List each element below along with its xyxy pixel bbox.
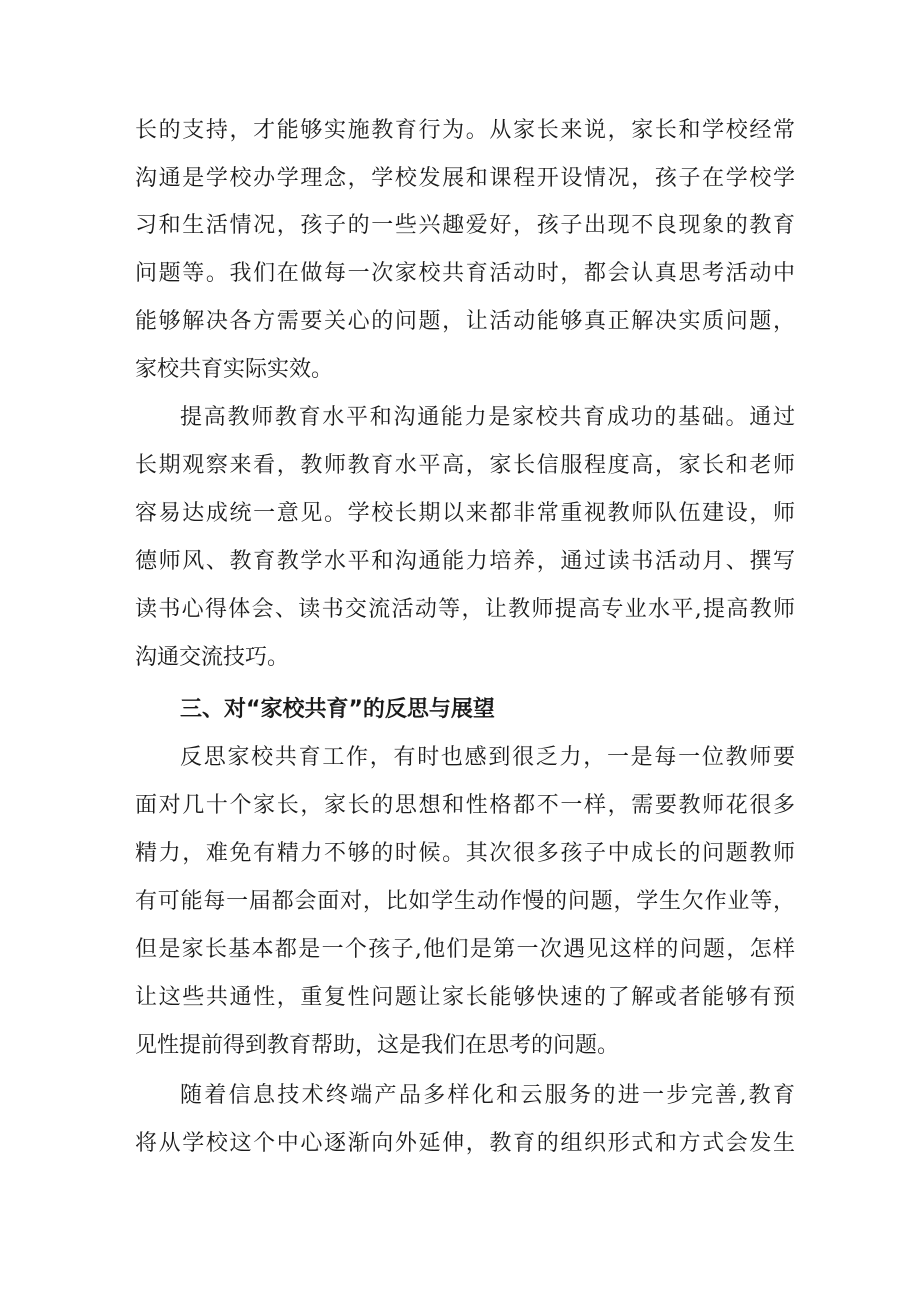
paragraph-1-line-3: 习和生活情况，孩子的一些兴趣爱好，孩子出现不良现象的教育 — [135, 213, 795, 238]
paragraph-3-line-4: 有可能每一届都会面对，比如学生动作慢的问题，学生欠作业等， — [135, 889, 795, 914]
paragraph-3-line-5: 但是家长基本都是一个孩子,他们是第一次遇见这样的问题，怎样 — [135, 937, 795, 962]
paragraph-1-line-4: 问题等。我们在做每一次家校共育活动时，都会认真思考活动中 — [135, 261, 795, 286]
paragraph-3-line-2: 面对几十个家长，家长的思想和性格都不一样，需要教师花很多 — [135, 793, 795, 818]
paragraph-3-line-3: 精力，难免有精力不够的时候。其次很多孩子中成长的问题教师 — [135, 841, 795, 866]
paragraph-2-line-6: 沟通交流技巧。 — [135, 645, 290, 670]
paragraph-3-line-1: 反思家校共育工作，有时也感到很乏力，一是每一位教师要 — [180, 745, 795, 770]
section-heading: 三、对“家校共育”的反思与展望 — [180, 697, 495, 722]
paragraph-1-line-2: 沟通是学校办学理念，学校发展和课程开设情况，孩子在学校学 — [135, 166, 795, 191]
paragraph-3-line-7: 见性提前得到教育帮助，这是我们在思考的问题。 — [135, 1033, 620, 1058]
paragraph-4-line-1: 随着信息技术终端产品多样化和云服务的进一步完善,教育 — [180, 1083, 795, 1108]
paragraph-4-line-2: 将从学校这个中心逐渐向外延伸，教育的组织形式和方式会发生 — [135, 1131, 795, 1156]
paragraph-3-line-6: 让这些共通性，重复性问题让家长能够快速的了解或者能够有预 — [135, 985, 795, 1010]
paragraph-2-line-2: 长期观察来看，教师教育水平高，家长信服程度高，家长和老师 — [135, 453, 795, 478]
paragraph-2-line-5: 读书心得体会、读书交流活动等，让教师提高专业水平,提高教师 — [135, 597, 795, 622]
paragraph-2-line-4: 德师风、教育教学水平和沟通能力培养，通过读书活动月、撰写 — [135, 549, 795, 574]
paragraph-1-line-5: 能够解决各方需要关心的问题，让活动能够真正解决实质问题， — [135, 309, 795, 334]
paragraph-2-line-3: 容易达成统一意见。学校长期以来都非常重视教师队伍建设，师 — [135, 501, 795, 526]
paragraph-1-line-6: 家校共育实际实效。 — [135, 357, 334, 382]
paragraph-2-line-1: 提高教师教育水平和沟通能力是家校共育成功的基础。通过 — [180, 405, 795, 430]
paragraph-1-line-1: 长的支持，才能够实施教育行为。从家长来说，家长和学校经常 — [135, 118, 795, 143]
